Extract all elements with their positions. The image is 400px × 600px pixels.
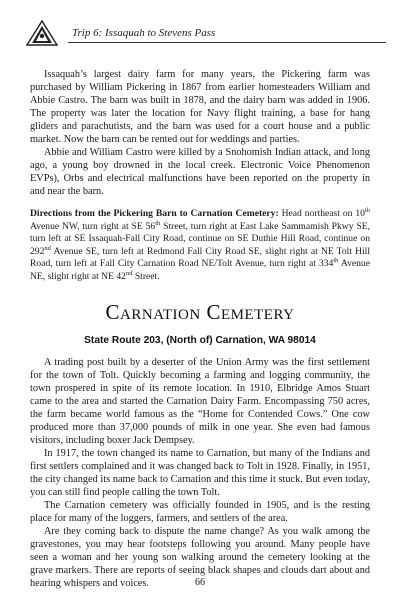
running-title: Trip 6: Issaquah to Stevens Pass xyxy=(72,27,216,39)
page-number: 66 xyxy=(195,577,205,588)
directions-label: Directions from the Pickering Barn to Carnation Cemetery: xyxy=(30,208,279,219)
body-paragraph: A trading post built by a deserter of the Union Army was the first settlement for the town of Tolt. Quickly becoming a farming and logging community, the town prospered in spite of its remote location. In 1910, Elbridge Amos Stuart came to the area and started the Carnation Dairy Farm. Encompassing 750 acres, the farm became world famous as the “Home for Contended Cows.” One cow produced more than 37,000 pounds of milk in one year. She even had famous visitors, including boxer Jack Dempsey. xyxy=(30,356,370,446)
directions-text: Avenue SE, turn left at Redmond Fall City Road SE, slight right at NE Tolt Hill Road, turn left at Fall City Carnation Road NE/Tolt Avenue, turn right at 334 xyxy=(30,245,370,270)
page-content xyxy=(30,68,370,590)
directions-paragraph xyxy=(30,208,370,284)
ordinal-suffix: nd xyxy=(44,244,51,252)
compass-mountain-icon xyxy=(26,20,58,46)
directions-text: Street, turn right at East Lake Sammamish Pkwy SE, turn left at SE Issaquah-Fall City Road, continue on SE Duthie Hill Road, continue on 292 xyxy=(30,220,370,257)
directions-text: Avenue NW, turn right at SE 56 xyxy=(30,220,156,232)
body-paragraph: Are they coming back to dispute the name change? As you walk among the gravestones, you may hear footsteps following you around. Many people have seen a woman and her young son walking around the cemetery looking at the grave markers. There are reports of seeing black shapes and clouds dart about and hearing whispers and voices. xyxy=(30,525,370,589)
directions-text: Street. xyxy=(132,270,160,282)
body-paragraph: In 1917, the town changed its name to Carnation, but many of the Indians and first settlers complained and it was changed back to Tolt in 1928. Finally, in 1951, the city changed its name back to Carnation and this time it stuck. But even today, you can still find people calling the town Tolt. xyxy=(30,447,370,498)
body-paragraph: Issaquah’s largest dairy farm for many years, the Pickering farm was purchased by William Pickering in 1867 from earlier homesteaders William and Abbie Castro. The barn was built in 1878, and the dairy barn was added in 1906. The property was later the location for Navy flight training, a base for hang gliders and parachutists, and the barn was used for a court house and a public market. Now the barn can be rented out for weddings and parties. xyxy=(30,69,370,145)
header-rule xyxy=(68,42,386,43)
ordinal-suffix: th xyxy=(364,206,370,214)
ordinal-suffix: nd xyxy=(125,269,133,277)
running-header xyxy=(26,20,386,48)
directions-text: Avenue NE, slight right at NE 42 xyxy=(30,258,370,282)
directions-text: Head northeast on 10 xyxy=(278,208,365,219)
section-title: Carnation Cemetery xyxy=(105,299,295,324)
section-subtitle: State Route 203, (North of) Carnation, WA 98014 xyxy=(84,334,316,346)
body-paragraph: The Carnation cemetery was officially founded in 1905, and is the resting place for many of the loggers, farmers, and settlers of the area. xyxy=(30,499,370,524)
body-paragraph: Abbie and William Castro were killed by a Snohomish Indian attack, and long ago, a young boy drowned in the local creek. Electronic Voice Phenomenon EVPs), Orbs and electrical malfunctions have been reported on the property in and near the barn. xyxy=(30,147,370,197)
ordinal-suffix: th xyxy=(333,257,339,265)
ordinal-suffix: th xyxy=(155,219,161,227)
